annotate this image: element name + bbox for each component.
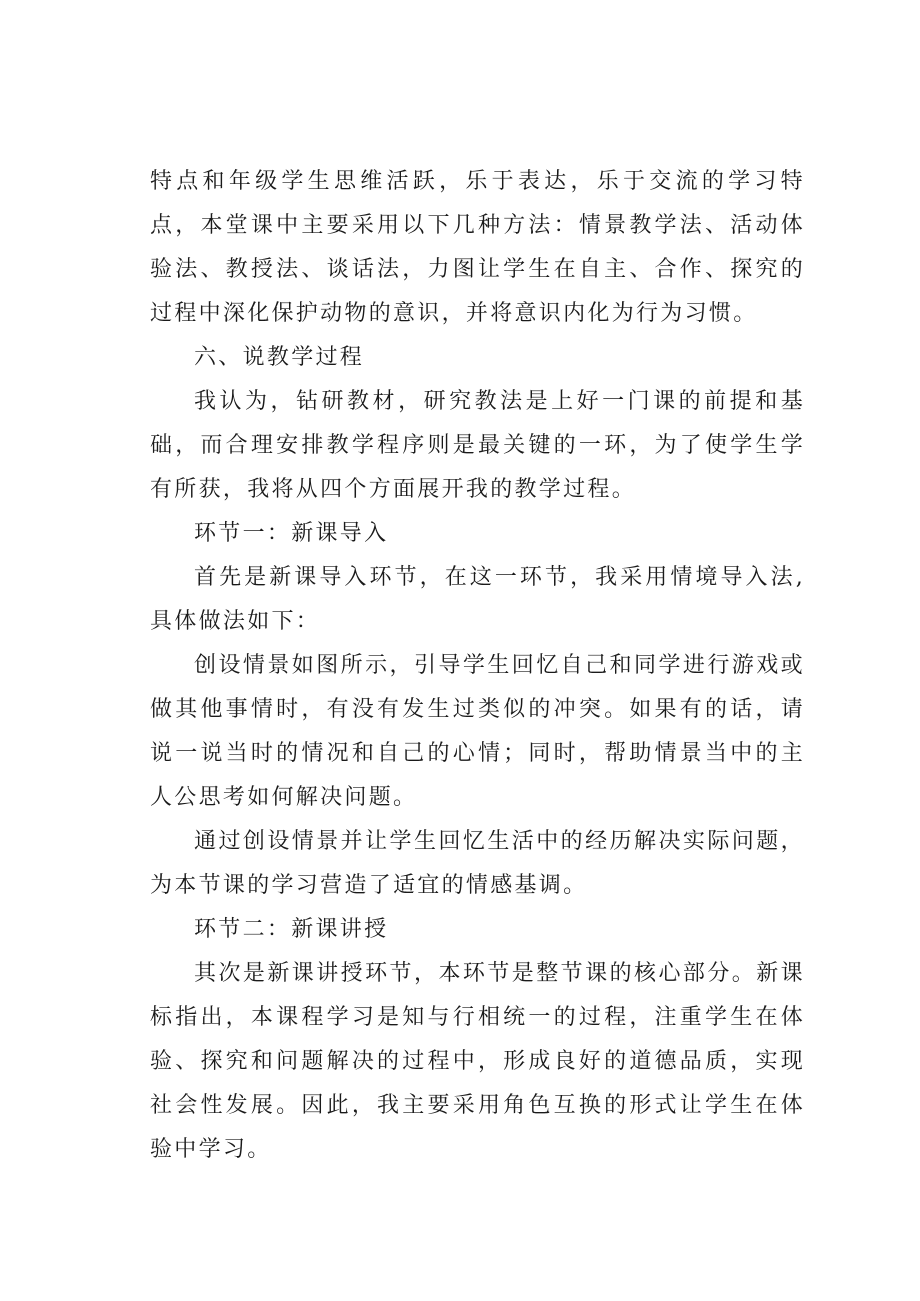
paragraph-step-one-summary: 通过创设情景并让学生回忆生活中的经历解决实际问题，为本节课的学习营造了适宜的情感基调。 [150, 829, 805, 898]
section-heading-teaching-process: 六、说教学过程 [194, 345, 365, 370]
subheading-step-two: 环节二：新课讲授 [194, 917, 389, 942]
paragraph-process-intro: 我认为，钻研教材，研究教法是上好一门课的前提和基础，而合理安排教学程序则是最关键的一环，为了使学生学有所获，我将从四个方面展开我的教学过程。 [150, 389, 805, 502]
document-body [150, 160, 805, 1172]
paragraph-step-two: 其次是新课讲授环节，本环节是整节课的核心部分。新课标指出，本课程学习是知与行相统一的过程，注重学生在体验、探究和问题解决的过程中，形成良好的道德品质，实现社会性发展。因此，我主要采用角色互换的形式让学生在体验中学习。 [150, 961, 805, 1162]
paragraph-step-one-scenario: 创设情景如图所示，引导学生回忆自己和同学进行游戏或做其他事情时，有没有发生过类似的冲突。如果有的话，请说一说当时的情况和自己的心情；同时，帮助情景当中的主人公思考如何解决问题。 [150, 653, 805, 810]
paragraph-teaching-methods: 特点和年级学生思维活跃，乐于表达，乐于交流的学习特点，本堂课中主要采用以下几种方法：情景教学法、活动体验法、教授法、谈话法，力图让学生在自主、合作、探究的过程中深化保护动物的意识，并将意识内化为行为习惯。 [150, 169, 805, 326]
paragraph-step-one-intro: 首先是新课导入环节，在这一环节，我采用情境导入法,具体做法如下： [150, 565, 805, 634]
subheading-step-one: 环节一：新课导入 [194, 521, 389, 546]
